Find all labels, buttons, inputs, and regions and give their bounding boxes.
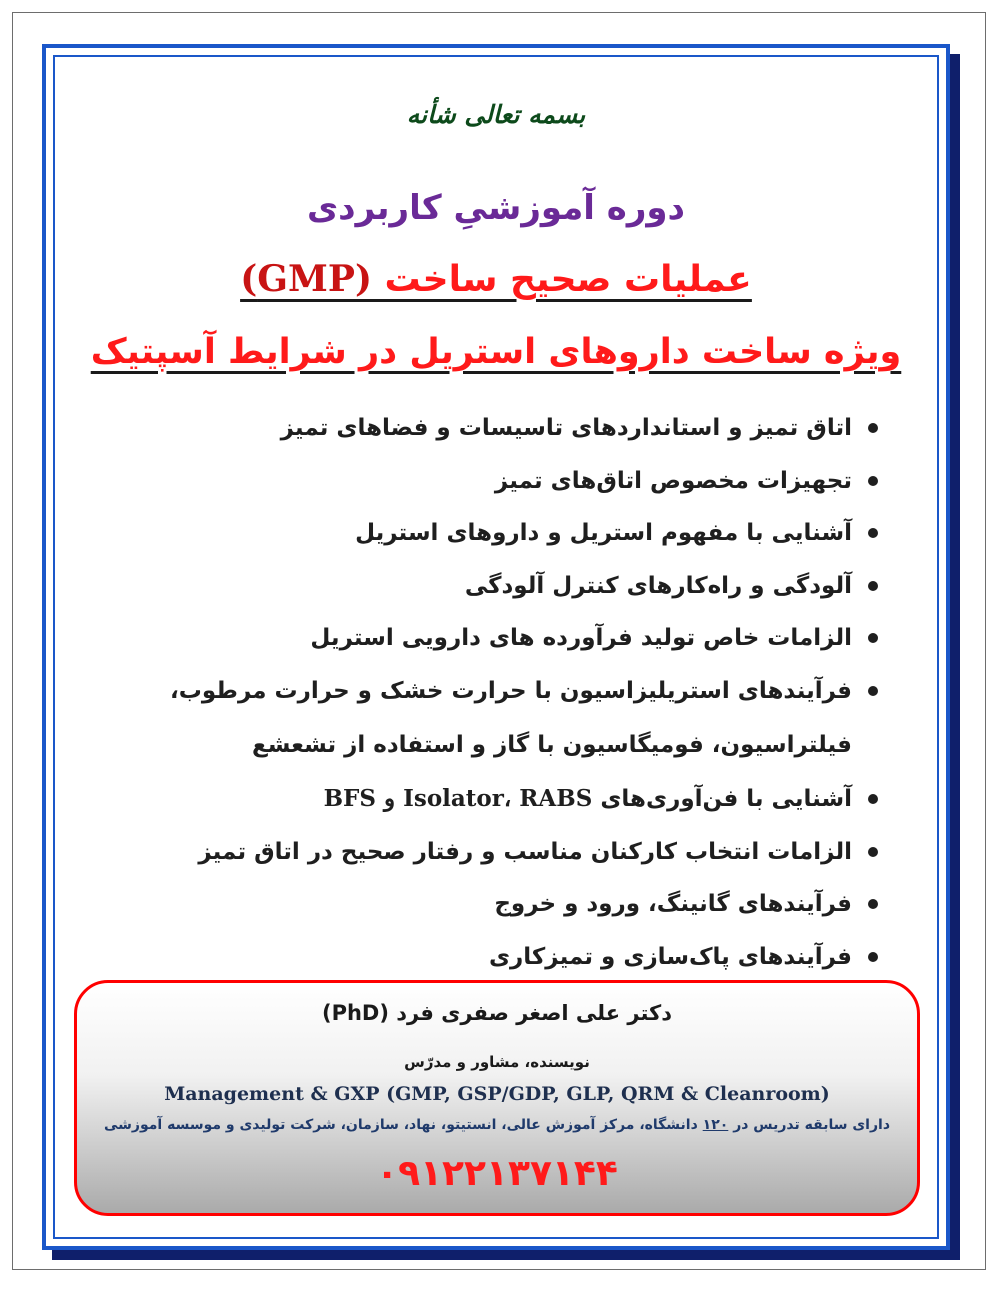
topic-list (120, 402, 880, 983)
topic-text: تجهیزات مخصوص اتاق‌های تمیز (494, 467, 852, 494)
phone-number[interactable]: ۰۹۱۲۲۱۳۷۱۴۴ (376, 1153, 618, 1194)
topic-item (120, 455, 880, 508)
course-title: دوره آموزشیِ کاربردی (307, 188, 685, 228)
topic-text: آلودگی و راه‌کارهای کنترل آلودگی (464, 572, 852, 599)
instructor-experience (77, 1117, 917, 1133)
topic-item (120, 826, 880, 879)
experience-prefix: دارای سابقه تدریس در (733, 1117, 891, 1133)
topic-item (120, 931, 880, 984)
technology-names: Isolator، RABS و BFS (323, 785, 593, 812)
topic-text: اتاق تمیز و استانداردهای تاسیسات و فضاهای تمیز (280, 415, 852, 441)
bismillah-calligraphy: بسمه تعالی شأنه (406, 100, 586, 129)
bullet-icon (868, 794, 878, 804)
bullet-icon (868, 633, 878, 643)
gmp-title-text: عملیات صحیح ساخت (384, 259, 752, 300)
topic-text: فرآیندهای گانینگ، ورود و خروج (494, 891, 852, 917)
topic-item (120, 507, 880, 560)
topic-text: آشنایی با مفهوم استریل و داروهای استریل (355, 520, 852, 546)
topic-item (120, 612, 880, 665)
topic-text-continuation: فیلتراسیون، فومیگاسیون با گاز و استفاده از تشعشع (252, 732, 852, 758)
bullet-icon (868, 423, 878, 433)
course-subtitle (46, 332, 946, 372)
topic-text: الزامات انتخاب کارکنان مناسب و رفتار صحیح در اتاق تمیز (198, 838, 852, 865)
bullet-icon (868, 686, 878, 696)
topic-item (120, 402, 880, 455)
topic-text: فرآیندهای استریلیزاسیون با حرارت خشک و حرارت مرطوب، (170, 677, 852, 704)
bullet-icon (868, 899, 878, 909)
topic-item (120, 773, 880, 826)
instructor-role: نویسنده، مشاور و مدرّس (404, 1053, 590, 1071)
topic-text: فرآیندهای پاک‌سازی و تمیزکاری (488, 943, 852, 970)
gmp-abbreviation: (GMP) (240, 258, 372, 300)
bullet-icon (868, 952, 878, 962)
course-subtitle-text: ویژه ساخت داروهای استریل در شرایط آسپتیک (90, 332, 902, 372)
instructor-box (74, 980, 920, 1216)
instructor-name: دکتر علی اصغر صفری فرد (PhD) (321, 1001, 673, 1025)
bullet-icon (868, 476, 878, 486)
instructor-fields: Management & GXP (GMP, GSP/GDP, GLP, QRM & Cleanroom) (164, 1083, 830, 1105)
topic-item (120, 878, 880, 931)
gmp-title (46, 258, 946, 300)
experience-count: ۱۲۰ (702, 1117, 729, 1133)
flyer-frame (42, 44, 950, 1250)
topic-item (120, 560, 880, 613)
topic-text: الزامات خاص تولید فرآورده های دارویی استریل (310, 625, 852, 651)
gmp-title-underline (240, 259, 752, 300)
bullet-icon (868, 847, 878, 857)
topic-text: آشنایی با فن‌آوری‌های (600, 786, 852, 812)
bullet-icon (868, 528, 878, 538)
experience-suffix: دانشگاه، مرکز آموزش عالی، انستیتو، نهاد، سازمان، شرکت تولیدی و موسسه آموزشی (103, 1117, 698, 1133)
bullet-icon (868, 581, 878, 591)
topic-item (120, 665, 880, 774)
